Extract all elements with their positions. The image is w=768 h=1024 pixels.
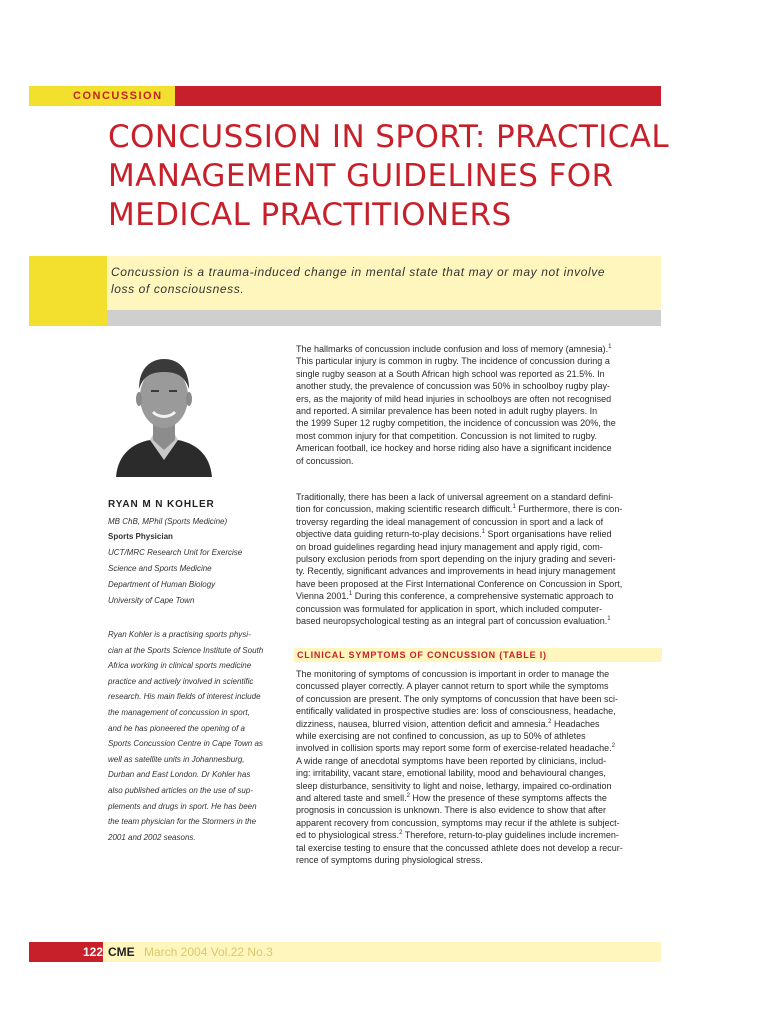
- body-line: most common injury for that competition. Concussion is not limited to rugby.: [296, 430, 597, 441]
- body-paragraph-2: [296, 491, 662, 627]
- body-line: based neuropsychological testing as an integral part of concussion evaluation.: [296, 616, 608, 627]
- body-line: pulsory exclusion periods from sport depending on the injury grading and severi-: [296, 554, 616, 565]
- body-line: entifically validated in prospective studies are: loss of consciousness, headache,: [296, 706, 616, 717]
- body-line: and reported. A similar prevalence has been noted in adult rugby players. In: [296, 406, 598, 417]
- body-line: sleep disturbance, sensitivity to light and noise, lethargy, impaired co-ordination: [296, 780, 612, 791]
- citation: 1: [607, 616, 611, 623]
- body-paragraph-1: [296, 343, 662, 467]
- issue-info: March 2004 Vol.22 No.3: [144, 945, 273, 959]
- author-photo: [108, 337, 219, 477]
- body-line: This particular injury is common in rugby. The incidence of concussion during a: [296, 356, 610, 367]
- author-degrees: MB ChB, MPhil (Sports Medicine): [108, 517, 228, 526]
- bio-line: also published articles on the use of sup-: [108, 785, 253, 795]
- body-line: apparent recovery from concussion, symptoms may recur if the athlete is subject-: [296, 817, 620, 828]
- page-number: 122: [82, 945, 103, 959]
- abstract-accent-block: [29, 256, 107, 326]
- body-line: while exercising are not confined to concussion, as up to 50% of athletes: [296, 731, 586, 742]
- body-line: the 1999 Super 12 rugby competition, the incidence of concussion was 20%, the: [296, 418, 616, 429]
- body-line: rence of symptoms during physiological stress.: [296, 855, 483, 866]
- body-line: Therefore, return-to-play guidelines include incremen-: [402, 830, 619, 841]
- section-label: CONCUSSION: [73, 90, 163, 102]
- body-line: The monitoring of symptoms of concussion is important in order to manage the: [296, 669, 610, 679]
- bio-line: cian at the Sports Science Institute of South: [108, 645, 264, 655]
- title-line-2: MANAGEMENT GUIDELINES FOR: [108, 158, 614, 194]
- section-bar-red: [175, 86, 661, 106]
- citation: 1: [608, 344, 612, 350]
- bio-line: practice and actively involved in scientific: [108, 676, 254, 686]
- body-line: of concussion.: [296, 455, 354, 466]
- bio-line: the team physician for the Stormers in the: [108, 817, 257, 827]
- bio-line: Ryan Kohler is a practising sports physi-: [108, 630, 251, 639]
- citation: 2: [399, 830, 403, 837]
- author-name: RYAN M N KOHLER: [108, 499, 215, 510]
- body-line: ers, as the majority of mild head injuries in schoolboys are often not recognised: [296, 393, 612, 404]
- body-line: involved in collision sports may report some form of exercise-related headache.: [296, 743, 612, 754]
- title-line-1: CONCUSSION IN SPORT: PRACTICAL: [108, 119, 670, 155]
- body-line: Sport organisations have relied: [484, 529, 612, 540]
- affiliation-line: UCT/MRC Research Unit for Exercise: [108, 548, 243, 557]
- body-line: and altered taste and smell.: [296, 793, 407, 804]
- citation: 1: [512, 504, 516, 511]
- bio-line: well as satellite units in Johannesburg,: [108, 754, 245, 764]
- body-line: tion for concussion, making scientific research difficult.: [296, 504, 513, 515]
- body-line: prognosis in concussion is unknown. There is also evidence to show that after: [296, 805, 607, 816]
- abstract-line-2: loss of consciousness.: [111, 282, 245, 296]
- title-line-3: MEDICAL PRACTITIONERS: [108, 197, 512, 233]
- body-line: Vienna 2001.: [296, 591, 349, 602]
- body-line: American football, ice hockey and horse riding also have a significant incidence: [296, 443, 612, 454]
- abstract-gray-band: [107, 310, 661, 326]
- body-line: How the presence of these symptoms affects the: [409, 793, 607, 804]
- body-line: A wide range of anecdotal symptoms have been reported by clinicians, includ-: [296, 755, 607, 766]
- body-line: single rugby season at a South African high school was reported as 21.5%. In: [296, 368, 605, 379]
- body-line: of concussion are present. The only symptoms of concussion that have been sci-: [296, 693, 619, 704]
- body-line: dizziness, nausea, blurred vision, attention deficit and amnesia.: [296, 718, 549, 729]
- author-bio: [108, 627, 286, 845]
- body-line: troversy regarding the ideal management of concussion in sport and a lack of: [296, 516, 604, 527]
- bio-line: Africa working in clinical sports medicine: [108, 661, 252, 671]
- bio-line: plements and drugs in sport. He has been: [108, 801, 257, 811]
- citation: 2: [611, 743, 615, 750]
- author-role: Sports Physician: [108, 532, 173, 541]
- author-portrait-image: [108, 337, 219, 477]
- body-line: ing: irritability, vacant stare, emotional lability, mood and behavioural changes,: [296, 768, 606, 779]
- abstract-line-1: Concussion is a trauma-induced change in mental state that may or may not involve: [111, 265, 606, 279]
- body-line: Headaches: [551, 718, 600, 729]
- section-subheading: CLINICAL SYMPTOMS OF CONCUSSION (TABLE I): [297, 650, 547, 660]
- citation: 2: [548, 718, 552, 725]
- body-line: concussion was formulated for application in sport, which included computer-: [296, 603, 603, 614]
- bio-line: and he has pioneered the opening of a: [108, 723, 246, 733]
- body-line: tal exercise testing to ensure that the concussed athlete does not develop a recur-: [296, 842, 623, 853]
- body-line: During this conference, a comprehensive systematic approach to: [352, 591, 614, 602]
- body-line: Furthermore, there is con-: [515, 504, 623, 515]
- citation: 2: [406, 793, 410, 800]
- citation: 1: [481, 529, 485, 536]
- body-line: The hallmarks of concussion include confusion and loss of memory (amnesia).: [296, 344, 609, 354]
- body-line: have been proposed at the First International Conference on Concussion in Sport,: [296, 578, 623, 589]
- body-line: another study, the prevalence of concussion was 50% in schoolboy rugby play-: [296, 381, 611, 392]
- body-line: ed to physiological stress.: [296, 830, 400, 841]
- citation: 1: [348, 591, 353, 598]
- body-line: on broad guidelines regarding head injury management and apply rigid, com-: [296, 541, 603, 552]
- bio-line: Sports Concussion Centre in Cape Town as: [108, 739, 263, 749]
- body-line: Traditionally, there has been a lack of universal agreement on a standard defini-: [296, 492, 614, 502]
- journal-name: CME: [108, 945, 135, 959]
- body-paragraph-3: [296, 668, 662, 867]
- abstract-text: [111, 264, 651, 298]
- bio-line: Durban and East London. Dr Kohler has: [108, 770, 251, 780]
- body-line: concussed player correctly. A player cannot return to sport while the symptoms: [296, 681, 609, 692]
- affiliation-line: Science and Sports Medicine: [108, 564, 212, 573]
- affiliation-line: Department of Human Biology: [108, 580, 216, 589]
- bio-line: research. His main fields of interest include: [108, 692, 261, 702]
- article-title: [108, 118, 678, 235]
- bio-line: the management of concussion in sport,: [108, 707, 250, 717]
- affiliation-line: University of Cape Town: [108, 596, 195, 605]
- body-line: objective data guiding return-to-play decisions.: [296, 529, 482, 540]
- bio-line: 2001 and 2002 seasons.: [108, 832, 196, 842]
- body-line: ty. Recently, significant advances and improvements in head injury management: [296, 566, 616, 577]
